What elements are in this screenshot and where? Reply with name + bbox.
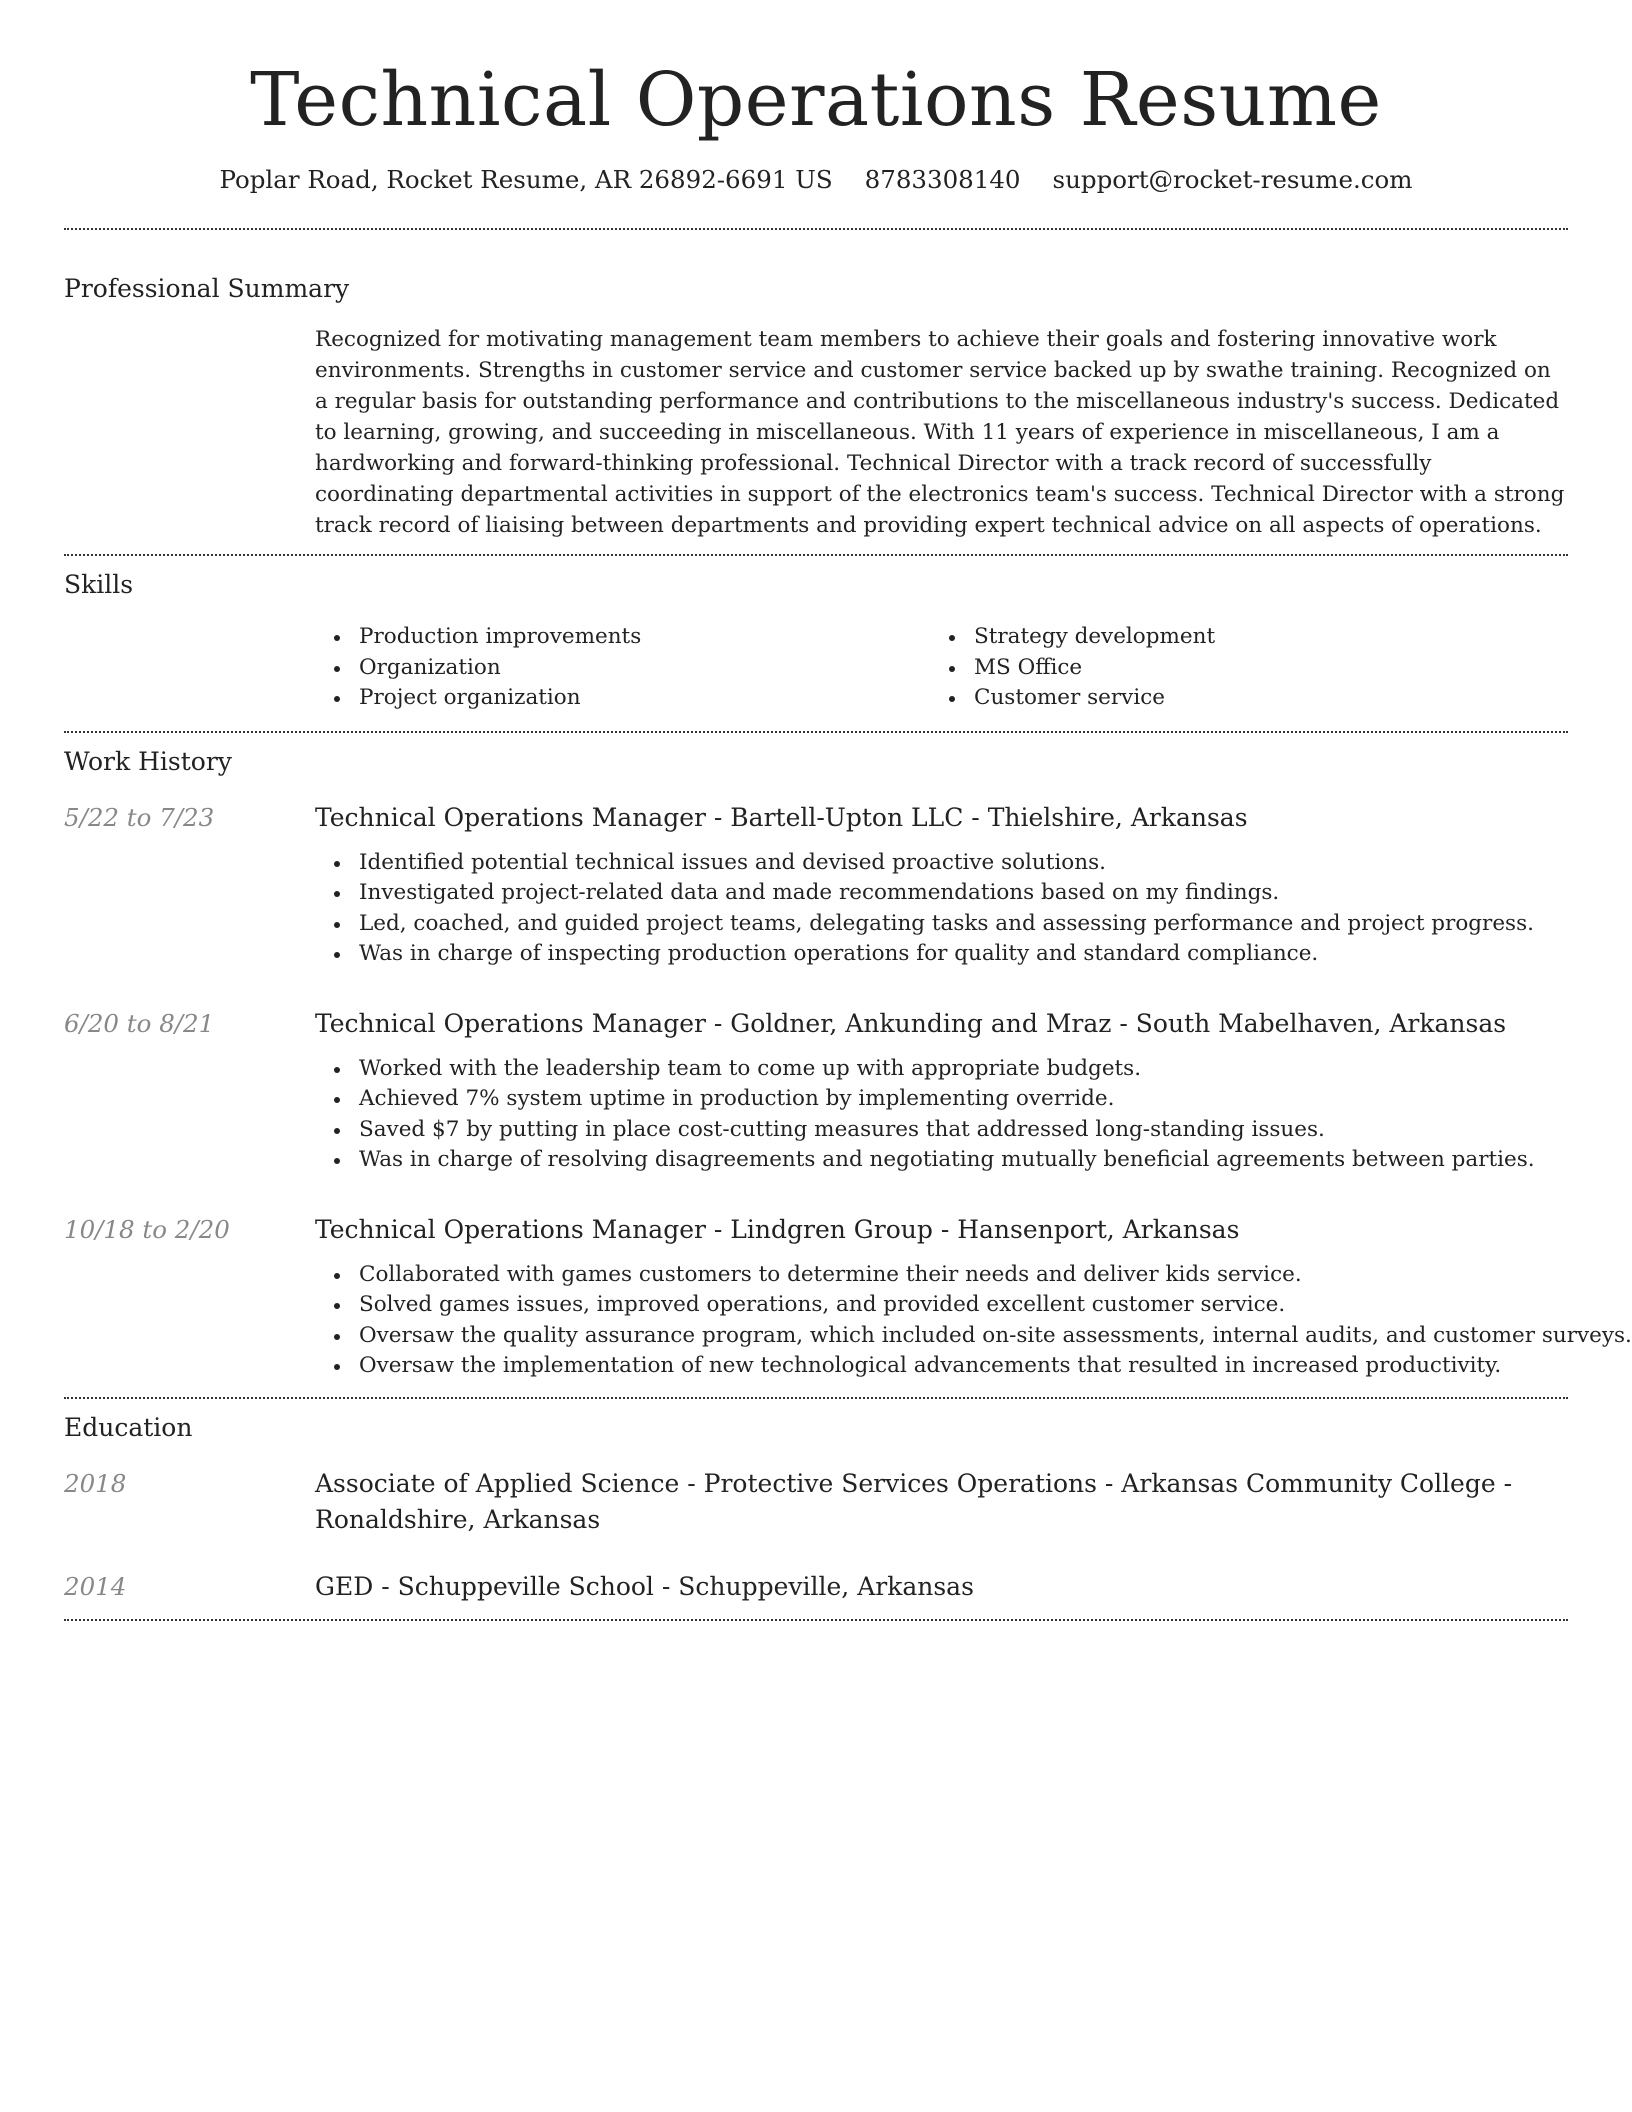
resume-title: Technical Operations Resume (250, 57, 1382, 143)
summary-section (64, 272, 1568, 541)
job-bullet: Saved $7 by putting in place cost-cutting measures that addressed long-standing issues. (315, 1115, 1568, 1146)
resume-page (64, 0, 1632, 1621)
education-entry (64, 1569, 1568, 1605)
section-divider (64, 554, 1568, 556)
contact-line (64, 162, 1568, 198)
job-entry (64, 800, 1568, 970)
skills-column-left (315, 622, 930, 714)
section-heading-work: Work History (64, 746, 232, 776)
section-divider (64, 1397, 1568, 1399)
job-bullet: Oversaw the quality assurance program, which included on-site assessments, internal audits, and customer surveys. (315, 1321, 1568, 1352)
section-divider (64, 1619, 1568, 1621)
work-history-section (64, 745, 1632, 1382)
education-title: Associate of Applied Science - Protective Services Operations - Arkansas Community College - Ronaldshire, Arkansas (315, 1468, 1513, 1534)
job-bullet: Achieved 7% system uptime in production by implementing override. (315, 1084, 1568, 1115)
contact-email: support@rocket-resume.com (1052, 165, 1413, 194)
job-bullet: Collaborated with games customers to determine their needs and deliver kids service. (315, 1260, 1568, 1291)
skill-item: Organization (315, 653, 930, 684)
job-bullet: Was in charge of inspecting production operations for quality and standard compliance. (315, 939, 1568, 970)
education-year: 2018 (64, 1468, 127, 1498)
section-heading-summary: Professional Summary (64, 274, 350, 303)
job-entry (64, 1006, 1568, 1176)
section-heading-education: Education (64, 1412, 193, 1442)
job-title: Technical Operations Manager - Bartell-Upton LLC - Thielshire, Arkansas (315, 802, 1248, 832)
job-title: Technical Operations Manager - Lindgren Group - Hansenport, Arkansas (315, 1214, 1240, 1244)
job-bullet: Oversaw the implementation of new technological advancements that resulted in increased productivity. (315, 1351, 1568, 1382)
contact-address: Poplar Road, Rocket Resume, AR 26892-6691 US (219, 165, 833, 194)
education-year: 2014 (64, 1571, 127, 1601)
skill-item: Project organization (315, 683, 930, 714)
job-bullet: Led, coached, and guided project teams, delegating tasks and assessing performance and project progress. (315, 909, 1568, 940)
education-section (64, 1411, 1568, 1605)
section-heading-skills: Skills (64, 570, 134, 599)
job-bullet: Investigated project-related data and made recommendations based on my findings. (315, 878, 1568, 909)
education-title: GED - Schuppeville School - Schuppeville, Arkansas (315, 1571, 974, 1601)
job-title: Technical Operations Manager - Goldner, Ankunding and Mraz - South Mabelhaven, Arkansas (315, 1008, 1507, 1038)
section-divider (64, 731, 1568, 733)
job-bullet: Identified potential technical issues and devised proactive solutions. (315, 848, 1568, 879)
skills-section (64, 568, 1568, 714)
summary-text: Recognized for motivating management team members to achieve their goals and fostering innovative work environments. Strengths in customer service and customer service backed up by swathe training. Recognized on a regular basis for outstanding performance and contributions to the miscellaneous industry's success. Dedicated to learning, growing, and succeeding in miscellaneous. With 11 years of experience in miscellaneous, I am a hardworking and forward-thinking professional. Technical Director with a track record of successfully coordinating departmental activities in support of the electronics team's success. Technical Director with a strong track record of liaising between departments and providing expert technical advice on all aspects of operations. (315, 327, 1565, 538)
skill-item: Customer service (930, 683, 1545, 714)
job-bullets (315, 1260, 1632, 1382)
skill-item: Production improvements (315, 622, 930, 653)
skills-column-right (930, 622, 1545, 714)
job-bullets (315, 1054, 1568, 1176)
job-dates: 6/20 to 8/21 (64, 1008, 215, 1038)
skill-item: MS Office (930, 653, 1545, 684)
job-bullet: Worked with the leadership team to come up with appropriate budgets. (315, 1054, 1568, 1085)
job-bullet: Solved games issues, improved operations, and provided excellent customer service. (315, 1290, 1568, 1321)
job-bullets (315, 848, 1568, 970)
job-bullet: Was in charge of resolving disagreements and negotiating mutually beneficial agreements between parties. (315, 1145, 1568, 1176)
education-entry (64, 1466, 1568, 1538)
contact-phone: 8783308140 (864, 165, 1021, 194)
section-divider (64, 228, 1568, 230)
job-entry (64, 1212, 1632, 1382)
job-dates: 5/22 to 7/23 (64, 802, 215, 832)
job-dates: 10/18 to 2/20 (64, 1214, 230, 1244)
skills-list (315, 622, 1568, 714)
skill-item: Strategy development (930, 622, 1545, 653)
